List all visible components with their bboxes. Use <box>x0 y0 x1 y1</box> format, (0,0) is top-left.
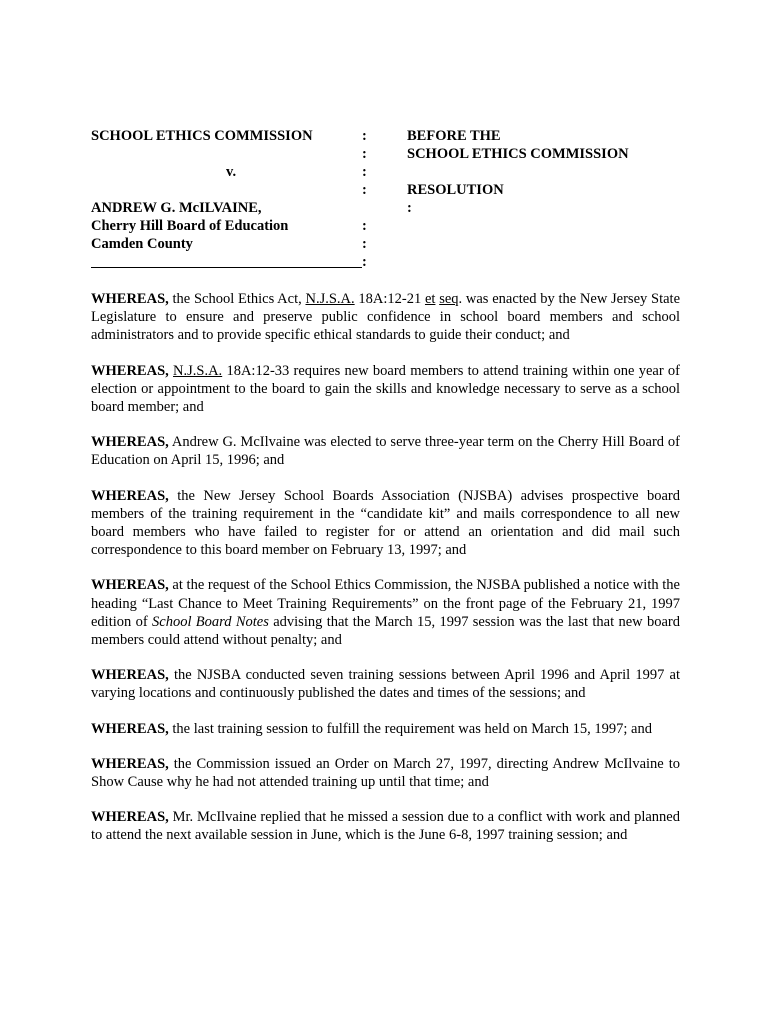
paragraph-text: 18A:12-21 <box>354 291 425 307</box>
paragraph-text: the Commission issued an Order on March 27, 1997, directing Andrew McIlvaine to Show Cause why he had not attended training up until that time; and <box>91 755 680 791</box>
paragraph-text: 18A:12-33 requires new board members to attend training within one year of election or appointment to the board to gain the skills and knowledge necessary to serve as a school board member; and <box>91 362 680 416</box>
caption-county: Camden County <box>91 236 193 252</box>
whereas-lead: WHEREAS, <box>91 434 169 451</box>
whereas-paragraph <box>91 487 680 560</box>
paragraph-text: advising that the March 15, 1997 session was the last that new board members could attend without penalty; and <box>91 613 680 649</box>
caption-colon: : <box>362 218 367 234</box>
caption-colon: : <box>362 164 367 180</box>
paragraph-text: the NJSBA conducted seven training sessions between April 1996 and April 1997 at varying locations and continuously published the dates and times of the sessions; and <box>91 667 680 702</box>
caption-document-type: RESOLUTION <box>407 182 504 198</box>
whereas-lead: WHEREAS, <box>91 720 169 737</box>
caption-before-the: BEFORE THE <box>407 128 501 144</box>
caption-commission: SCHOOL ETHICS COMMISSION <box>407 146 629 162</box>
whereas-lead: WHEREAS, <box>91 291 169 307</box>
whereas-paragraph <box>91 433 680 469</box>
paragraph-text: at the request of the School Ethics Commission, the NJSBA published a notice with the heading “Last Chance to Meet Training Requirements” on the front page of the February 21, 1997 edition of <box>91 577 680 630</box>
caption-colon: : <box>362 146 367 162</box>
caption-plaintiff: SCHOOL ETHICS COMMISSION <box>91 128 313 144</box>
caption-colon: : <box>407 200 412 216</box>
whereas-lead: WHEREAS, <box>91 487 169 504</box>
caption-colon: : <box>362 128 367 144</box>
publication-title: School Board Notes <box>152 613 269 630</box>
whereas-lead: WHEREAS, <box>91 755 169 772</box>
whereas-paragraph <box>91 755 680 791</box>
paragraph-text: . was enacted by the New Jersey State Legislature to ensure and preserve public confidence in school board members and school administrators and to provide specific ethical standards to guide their conduct; and <box>91 291 680 344</box>
caption-board: Cherry Hill Board of Education <box>91 218 289 234</box>
paragraph-text: the New Jersey School Boards Association (NJSBA) advises prospective board members of the training requirement in the “candidate kit” and mails correspondence to all new board members who have failed to register for or attend an orientation and did mail such correspondence to this board member on February 13, 1997; and <box>91 487 680 559</box>
caption-colon: : <box>362 236 367 252</box>
caption-versus: v. <box>226 164 237 180</box>
caption-colon: : <box>362 254 367 270</box>
whereas-lead: WHEREAS, <box>91 577 169 594</box>
whereas-paragraph <box>91 666 680 702</box>
caption-colon: : <box>362 182 367 198</box>
whereas-paragraph <box>91 576 680 649</box>
paragraph-text: Mr. McIlvaine replied that he missed a session due to a conflict with work and planned to attend the next available session in June, which is the June 6-8, 1997 training session; and <box>91 809 680 844</box>
paragraph-text: Andrew G. McIlvaine was elected to serve three-year term on the Cherry Hill Board of Education on April 15, 1996; and <box>91 434 680 469</box>
citation-text: et <box>424 291 436 307</box>
whereas-lead: WHEREAS, <box>91 362 169 379</box>
whereas-paragraph <box>91 290 680 345</box>
caption-rule <box>91 267 362 268</box>
caption-respondent: ANDREW G. McILVAINE, <box>91 200 262 216</box>
whereas-lead: WHEREAS, <box>91 809 169 826</box>
resolution-body <box>91 290 680 862</box>
whereas-paragraph <box>91 362 680 417</box>
whereas-paragraph <box>91 808 680 844</box>
citation-text: N.J.S.A. <box>305 291 355 307</box>
citation-text: seq <box>439 291 459 307</box>
whereas-lead: WHEREAS, <box>91 667 169 684</box>
case-caption <box>91 128 691 278</box>
citation-text: N.J.S.A. <box>173 362 223 379</box>
paragraph-text: the last training session to fulfill the requirement was held on March 15, 1997; and <box>168 720 652 737</box>
whereas-paragraph <box>91 720 680 738</box>
paragraph-text: the School Ethics Act, <box>168 291 306 307</box>
